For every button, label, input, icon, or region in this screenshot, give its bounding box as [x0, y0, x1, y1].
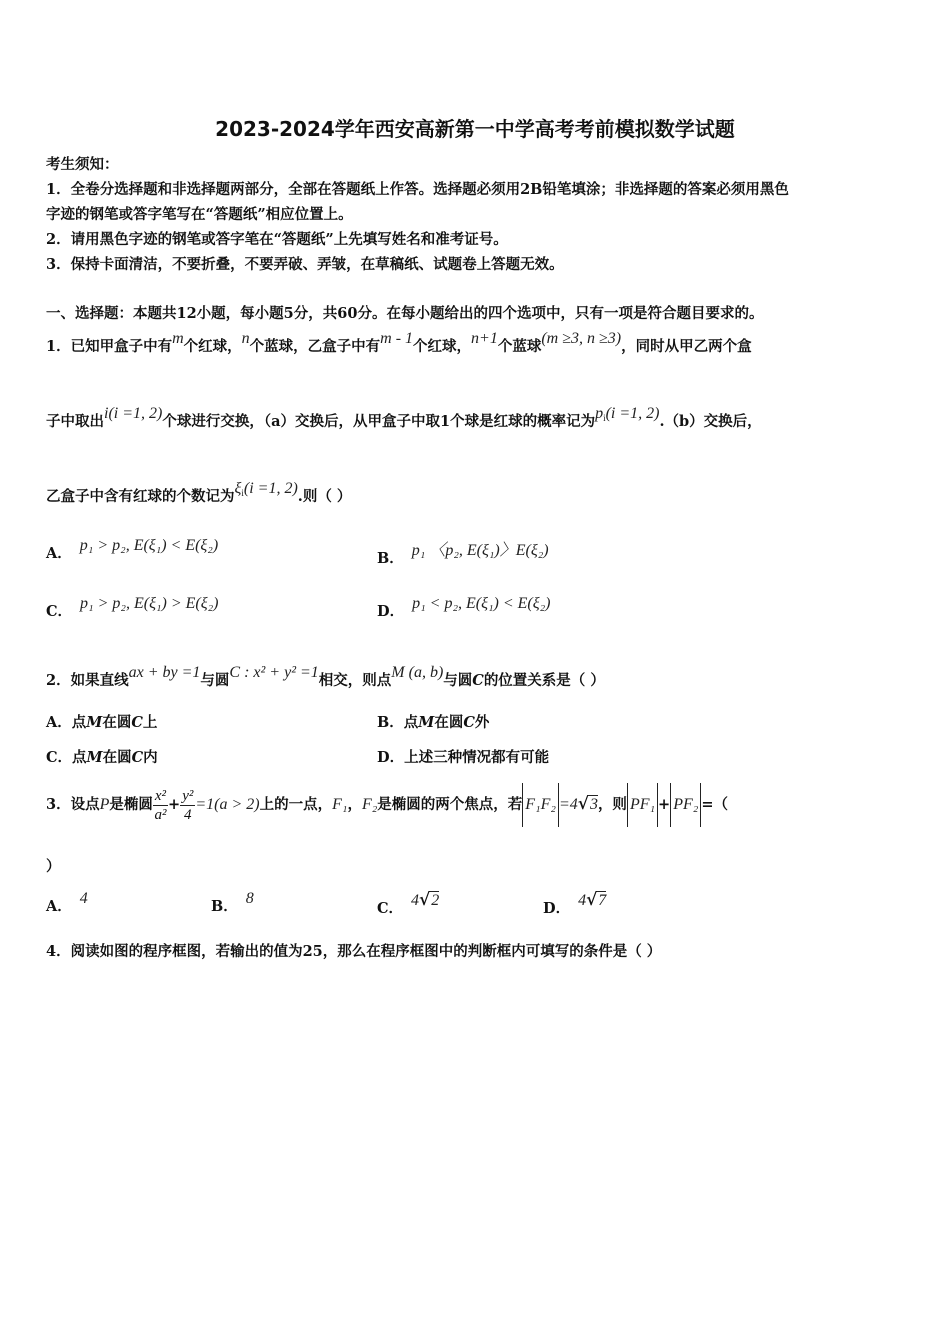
q1-option-c[interactable]: C． p₁ > p₂, E(ξ₁) > E(ξ₂)	[46, 595, 219, 620]
q2-option-d[interactable]: D．上述三种情况都有可能	[377, 749, 550, 766]
q3-option-b[interactable]: B． 8	[211, 890, 254, 915]
q3-option-c[interactable]: C． 4√2	[377, 890, 440, 917]
question-1-line-1: 1．已知甲盒子中有m个红球，n个蓝球，乙盒子中有m - 1个红球，n+1个蓝球(m ≥3, n ≥3)，同时从甲乙两个盒	[46, 330, 752, 355]
notice-line-2: 2．请用黑色字迹的钢笔或答字笔在“答题纸”上先填写姓名和准考证号。	[46, 231, 508, 248]
q2-option-b[interactable]: B．点M在圆C外	[377, 714, 490, 731]
question-1-line-3: 乙盒子中含有红球的个数记为$\xi_i(i =1$, 2).则（ ）	[46, 480, 352, 505]
notice-heading: 考生须知：	[46, 156, 119, 173]
q2-option-c[interactable]: C．点M在圆C内	[46, 749, 158, 766]
q1-option-d[interactable]: D． p₁ < p₂, E(ξ₁) < E(ξ₂)	[377, 595, 551, 620]
q3-option-a[interactable]: A． 4	[46, 890, 88, 915]
notice-line-1a: 1．全卷分选择题和非选择题两部分，全部在答题纸上作答。选择题必须用2B铅笔填涂；非选择题的答案必须用黑色	[46, 181, 789, 198]
question-3: 3．设点P是椭圆 $\frac{\text{x²}}{\text{a²}}$ + $\frac{\text{y²}}{4}$ =1(a > 2)上的一点，F₁，F₂是椭圆的两个焦点，若 F₁F₂ =4√3，则 PF₁ + PF₂ =（	[46, 782, 728, 827]
notice-line-1b: 字迹的钢笔或答字笔写在“答题纸”相应位置上。	[46, 206, 353, 223]
question-4: 4．阅读如图的程序框图，若输出的值为25，那么在程序框图中的判断框内可填写的条件是（ ）	[46, 943, 662, 960]
question-2: 2．如果直线ax + by =1与圆C : x² + y² =1相交，则点M (a, b)与圆C的位置关系是（ ）	[46, 664, 605, 689]
page-title: 2023-2024学年西安高新第一中学高考考前模拟数学试题	[215, 117, 735, 141]
question-3-close: ）	[46, 858, 61, 875]
notice-line-3: 3．保持卡面清洁，不要折叠，不要弄破、弄皱，在草稿纸、试题卷上答题无效。	[46, 256, 564, 273]
q1-option-b[interactable]: B． p₁ 〈p₂, E(ξ₁)〉E(ξ₂)	[377, 542, 549, 567]
section-heading: 一、选择题：本题共12小题，每小题5分，共60分。在每小题给出的四个选项中，只有一项是符合题目要求的。	[46, 305, 764, 322]
question-1-line-2: 子中取出i(i =1, 2)个球进行交换，（a）交换后，从甲盒子中取1个球是红球的概率记为$p_i(i =1$, 2).（b）交换后，	[46, 405, 762, 430]
q2-option-a[interactable]: A．点M在圆C上	[46, 714, 158, 731]
q3-option-d[interactable]: D． 4√7	[543, 890, 607, 917]
q1-option-a[interactable]: A． p₁ > p₂, E(ξ₁) < E(ξ₂)	[46, 537, 219, 562]
